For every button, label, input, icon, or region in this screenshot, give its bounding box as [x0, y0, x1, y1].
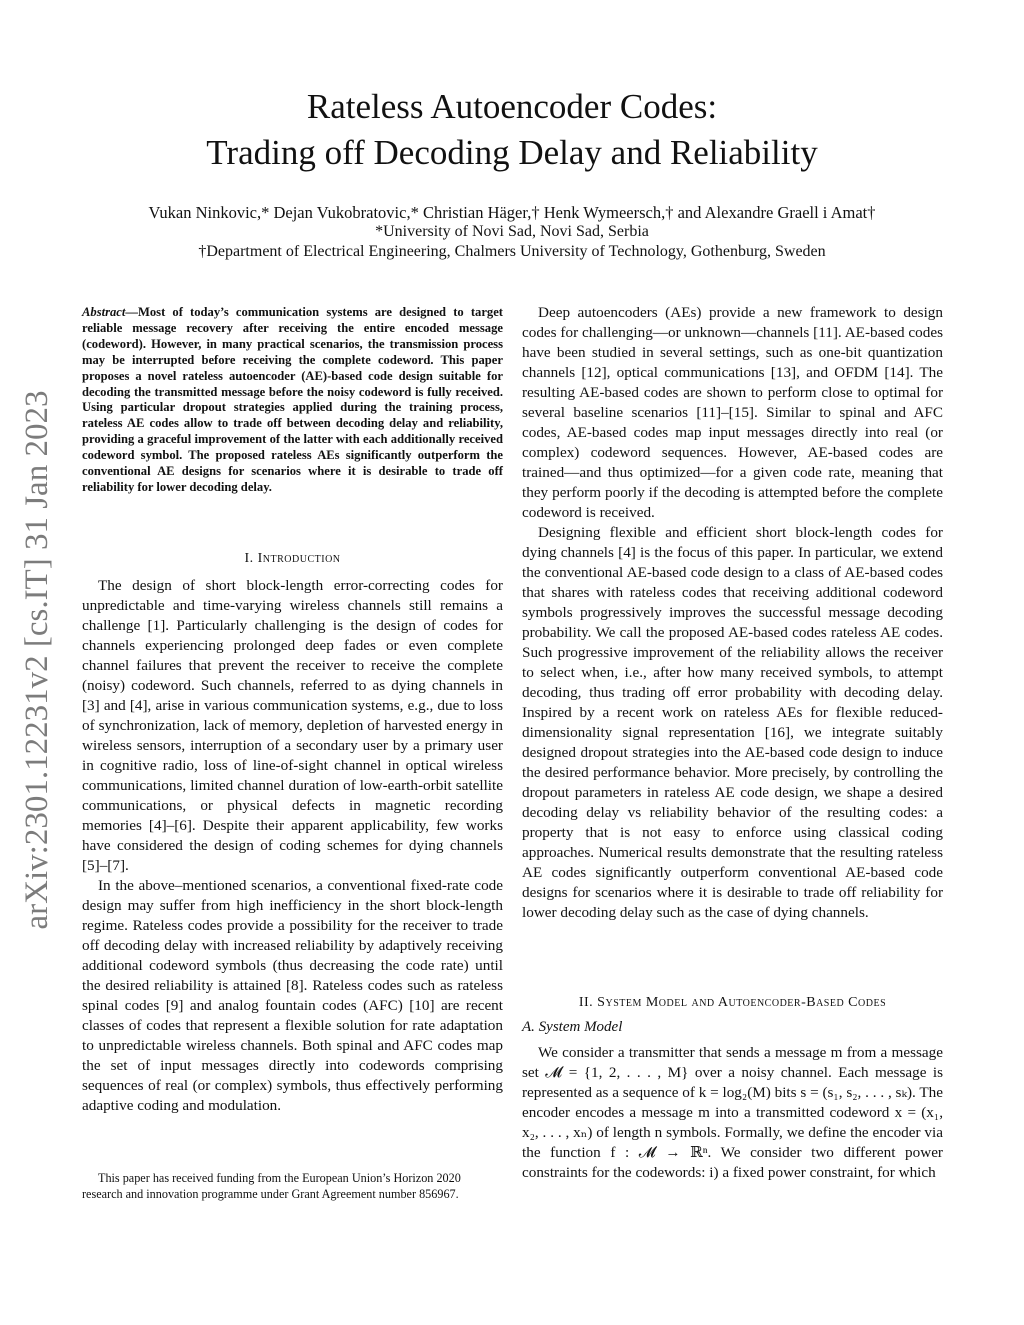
abstract-text: —Most of today’s communication systems are designed to target reliable message recovery after receiving the entire encoded message (codeword). However, in many practical scenarios, the transmission process may be interrupted before receiving the complete codeword. This paper proposes a novel rateless autoencoder (AE)-based code design suitable for decoding the transmitted message before the noisy codeword is fully received. Using particular dropout strategies applied during the training process, rateless AE codes allow to trade off between decoding delay and reliability, providing a graceful improvement of the latter with each additionally received codeword symbol. The proposed rateless AEs significantly outperform the conventional AE designs for scenarios where it is desirable to trade off reliability for lower decoding delay.	[82, 305, 503, 494]
intro-paragraph-2: In the above–mentioned scenarios, a conventional fixed-rate code design may suffer from high inefficiency in the short block-length regime. Rateless codes provide a possibility for the receiver to trade off decoding delay with increased reliability by adaptively receiving additional codeword symbols (thus decreasing the code rate) until the desired reliability is attained [8]. Rateless codes such as rateless spinal codes [9] and analog fountain codes (AFC) [10] are recent classes of codes that represent a flexible solution for rate adaptation to unpredictable wireless channels. Both spinal and AFC codes map the set of input messages directly into codewords comprising sequences of real (or complex) symbols, thus effectively performing adaptive coding and modulation.	[82, 877, 503, 1114]
right-paragraph-3: We consider a transmitter that sends a message m from a message set 𝓜 = {1, 2, . . . , M} over a noisy channel. Each message is represented as a sequence of k = log₂(M) bits s = (s₁, s₂, . . . , sₖ). The encoder encodes a message m into a transmitted codeword x = (x₁, x₂, . . . , xₙ) of length n symbols. Formally, we define the encoder via the function f : 𝓜 → ℝⁿ. We consider two different power constraints for the codewords: i) a fixed power constraint, for which	[522, 1044, 943, 1181]
paper-title-line1: Rateless Autoencoder Codes:	[306, 87, 718, 126]
paper-title-line2: Trading off Decoding Delay and Reliability	[206, 133, 818, 172]
right-paragraph-1: Deep autoencoders (AEs) provide a new framework to design codes for challenging—or unknown—channels [11]. AE-based codes have been studied in several settings, such as one-bit quantization channels [12], optical communications [13], and OFDM [14]. The resulting AE-based codes are shown to perform close to optimal for several baseline scenarios [11]–[15]. Similar to spinal and AFC codes, AE-based codes map input messages directly into real (or complex) codeword sequences. However, AE-based codes are trained—and thus optimized—for a given code rate, meaning that they perform poorly if the decoding is attempted before the complete codeword is received.	[522, 304, 943, 521]
author-list: Vukan Ninkovic,* Dejan Vukobratovic,* Christian Häger,† Henk Wymeersch,† and Alexandre Graell i Amat†	[148, 203, 876, 222]
abstract-label: Abstract	[82, 305, 126, 319]
system-model-text	[522, 1043, 943, 1183]
section-heading-system-model: II. System Model and Autoencoder-Based Codes	[578, 995, 887, 1010]
affiliation-chalmers: †Department of Electrical Engineering, Chalmers University of Technology, Gothenburg, Sweden	[198, 243, 826, 260]
footnote-line-1: This paper has received funding from the European Union’s Horizon 2020	[98, 1171, 461, 1185]
funding-footnote	[82, 1171, 503, 1202]
right-paragraph-2: Designing flexible and efficient short block-length codes for dying channels [4] is the focus of this paper. In particular, we extend the conventional AE-based code design to a class of AE-based codes that shares with rateless codes that receiving additional codeword symbols progressively improves the successful message decoding probability. We call the proposed AE-based codes rateless AE codes. Such progressive improvement of the reliability allows the receiver to select when, i.e., after how many received symbols, to attempt decoding, thus trading off error probability with decoding delay. Inspired by a recent work on rateless AEs for flexible reduced-dimensionality signal representation [16], we integrate suitably designed dropout strategies into the AE-based code design to induce the desired performance behavior. More precisely, by controlling the dropout parameters in rateless AE code design, we shape a desired decoding delay vs reliability behavior of the resulting codes: a property that is not easy to enforce using classical coding approaches. Numerical results demonstrate that the resulting rateless AE codes significantly outperform conventional AE-based code designs for scenarios where it is desirable to trade off reliability for lower decoding delay such as the case of dying channels.	[522, 524, 943, 921]
left-column-body	[82, 576, 503, 1116]
footnote-line-2: research and innovation programme under Grant Agreement number 856967.	[82, 1186, 459, 1201]
section-heading-introduction: I. Introduction	[244, 551, 341, 566]
right-column-body	[522, 303, 943, 923]
intro-paragraph-1: The design of short block-length error-correcting codes for unpredictable and time-varying wireless channels still remains a challenge [1]. Particularly challenging is the design of codes for channels experiencing prolonged deep fades or even complete channel failures that prevent the receiver to receive the complete (noisy) codeword. Such channels, referred to as dying channels in [3] and [4], arise in various communication systems, e.g., due to loss of synchronization, lack of memory, depletion of harvested energy in wireless sensors, interruption of a secondary user by a primary user in cognitive radio, loss of line-of-sight channel in optical wireless communications, limited channel duration of low-earth-orbit satellite communications, or physical defects in magnetic recording memories [4]–[6]. Despite their apparent applicability, few works have considered the design of coding schemes for dying channels [5]–[7].	[82, 577, 503, 874]
arxiv-identifier-stamp: arXiv:2301.12231v2 [cs.IT] 31 Jan 2023	[19, 390, 55, 930]
affiliation-novi-sad: *University of Novi Sad, Novi Sad, Serbia	[375, 223, 649, 240]
abstract	[82, 305, 503, 496]
subsection-heading-system-model: A. System Model	[522, 1019, 623, 1035]
